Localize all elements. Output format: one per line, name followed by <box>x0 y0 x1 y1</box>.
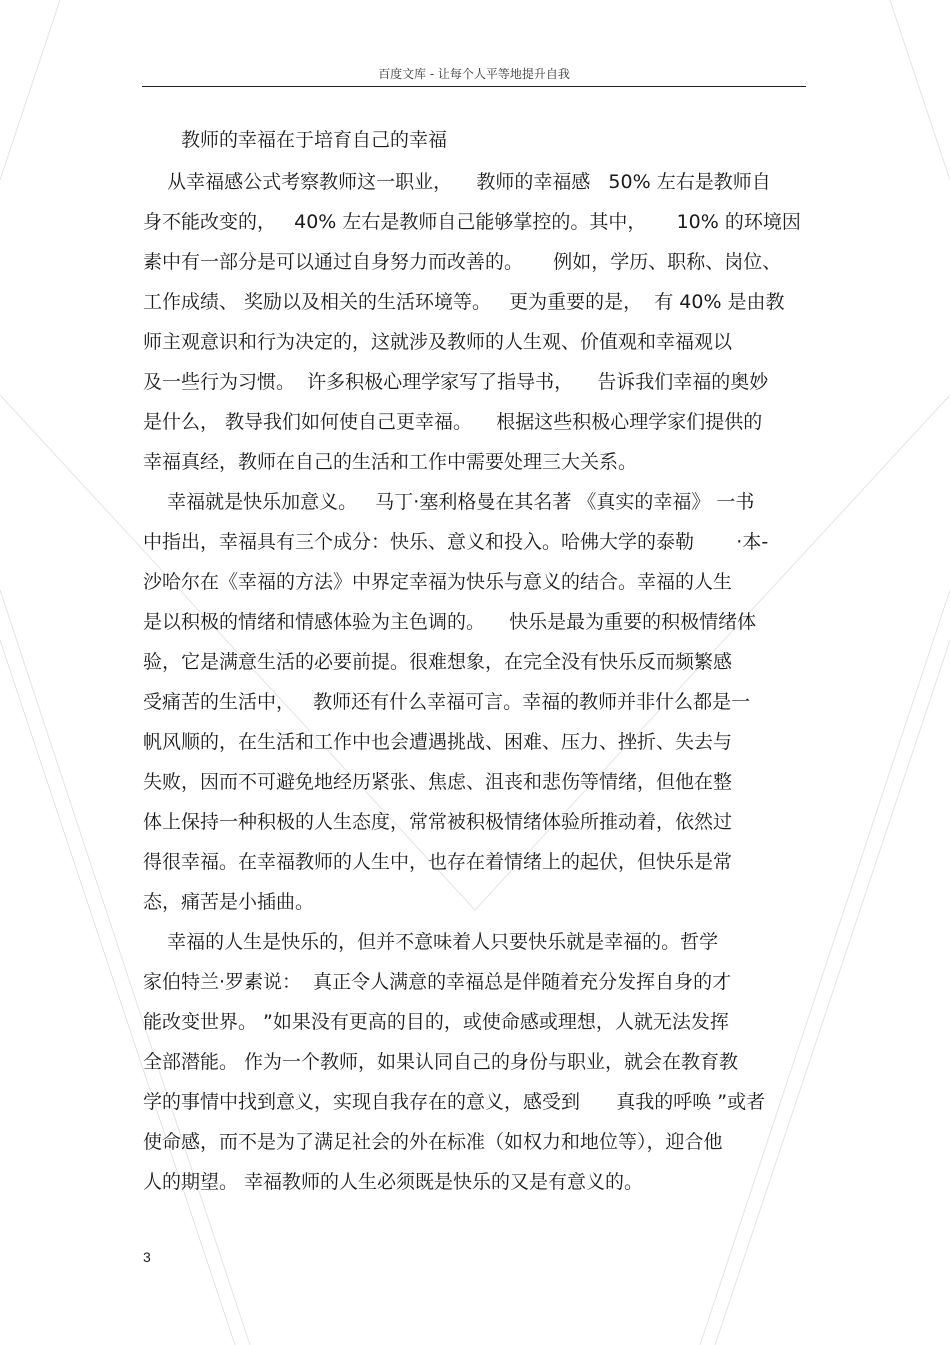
text-line: 学的事情中找到意义，实现自我存在的意义，感受到 真我的呼唤 ”或者 <box>143 1091 766 1113</box>
text-line: 体上保持一种积极的人生态度，常常被积极情绪体验所推动着，依然过 <box>143 811 733 833</box>
text-line: 是以积极的情绪和情感体验为主色调的。 快乐是最为重要的积极情绪体 <box>143 611 757 633</box>
text-line: 能改变世界。 ”如果没有更高的目的，或使命感或理想，人就无法发挥 <box>143 1011 729 1033</box>
text-line: 受痛苦的生活中， 教师还有什么幸福可言。幸福的教师并非什么都是一 <box>143 691 751 713</box>
text-line: 素中有一部分是可以通过自身努力而改善的。 例如，学历、职称、岗位、 <box>143 251 782 273</box>
text-line: 家伯特兰·罗素说： 真正令人满意的幸福总是伴随着充分发挥自身的才 <box>143 971 732 993</box>
text-line: 身不能改变的， 40% 左右是教师自己能够掌控的。其中， 10% 的环境因 <box>143 211 801 233</box>
text-line: 幸福就是快乐加意义。 马丁·塞利格曼在其名著 《真实的幸福》 一书 <box>143 491 755 513</box>
document-title: 教师的幸福在于培育自己的幸福 <box>181 129 448 151</box>
text-line: 中指出，幸福具有三个成分：快乐、意义和投入。哈佛大学的泰勒 ·本- <box>143 531 769 553</box>
text-line: 验，它是满意生活的必要前提。很难想象，在完全没有快乐反而频繁感 <box>143 651 733 673</box>
text-line: 幸福真经，教师在自己的生活和工作中需要处理三大关系。 <box>143 451 638 473</box>
text-line: 是什么， 教导我们如何使自己更幸福。 根据这些积极心理学家们提供的 <box>143 411 763 433</box>
text-line: 帆风顺的，在生活和工作中也会遭遇挑战、困难、压力、挫折、失去与 <box>143 731 733 753</box>
text-line: 工作成绩、 奖励以及相关的生活环境等。 更为重要的是， 有 40% 是由教 <box>143 291 785 313</box>
header-text: 百度文库 - 让每个人平等地提升自我 <box>378 67 570 81</box>
text-line: 从幸福感公式考察教师这一职业， 教师的幸福感 50% 左右是教师自 <box>143 171 771 193</box>
text-line: 幸福的人生是快乐的，但并不意味着人只要快乐就是幸福的。哲学 <box>143 931 719 953</box>
document-body <box>143 118 805 1202</box>
text-line: 沙哈尔在《幸福的方法》中界定幸福为快乐与意义的结合。幸福的人生 <box>143 571 733 593</box>
text-line: 人的期望。 幸福教师的人生必须既是快乐的又是有意义的。 <box>143 1171 644 1193</box>
text-line: 使命感，而不是为了满足社会的外在标准（如权力和地位等），迎合他 <box>143 1131 723 1153</box>
text-line: 态，痛苦是小插曲。 <box>143 891 315 913</box>
paragraph-lines <box>143 162 805 1202</box>
text-line: 得很幸福。在幸福教师的人生中，也存在着情绪上的起伏，但快乐是常 <box>143 851 733 873</box>
text-line: 师主观意识和行为决定的，这就涉及教师的人生观、价值观和幸福观以 <box>143 331 733 353</box>
page-header <box>142 64 806 87</box>
text-line: 全部潜能。 作为一个教师，如果认同自己的身份与职业，就会在教育教 <box>143 1051 739 1073</box>
page-number: 3 <box>143 1249 151 1265</box>
text-line: 及一些行为习惯。 许多积极心理学家写了指导书， 告诉我们幸福的奥妙 <box>143 371 769 393</box>
text-line: 失败，因而不可避免地经历紧张、焦虑、沮丧和悲伤等情绪，但他在整 <box>143 771 733 793</box>
